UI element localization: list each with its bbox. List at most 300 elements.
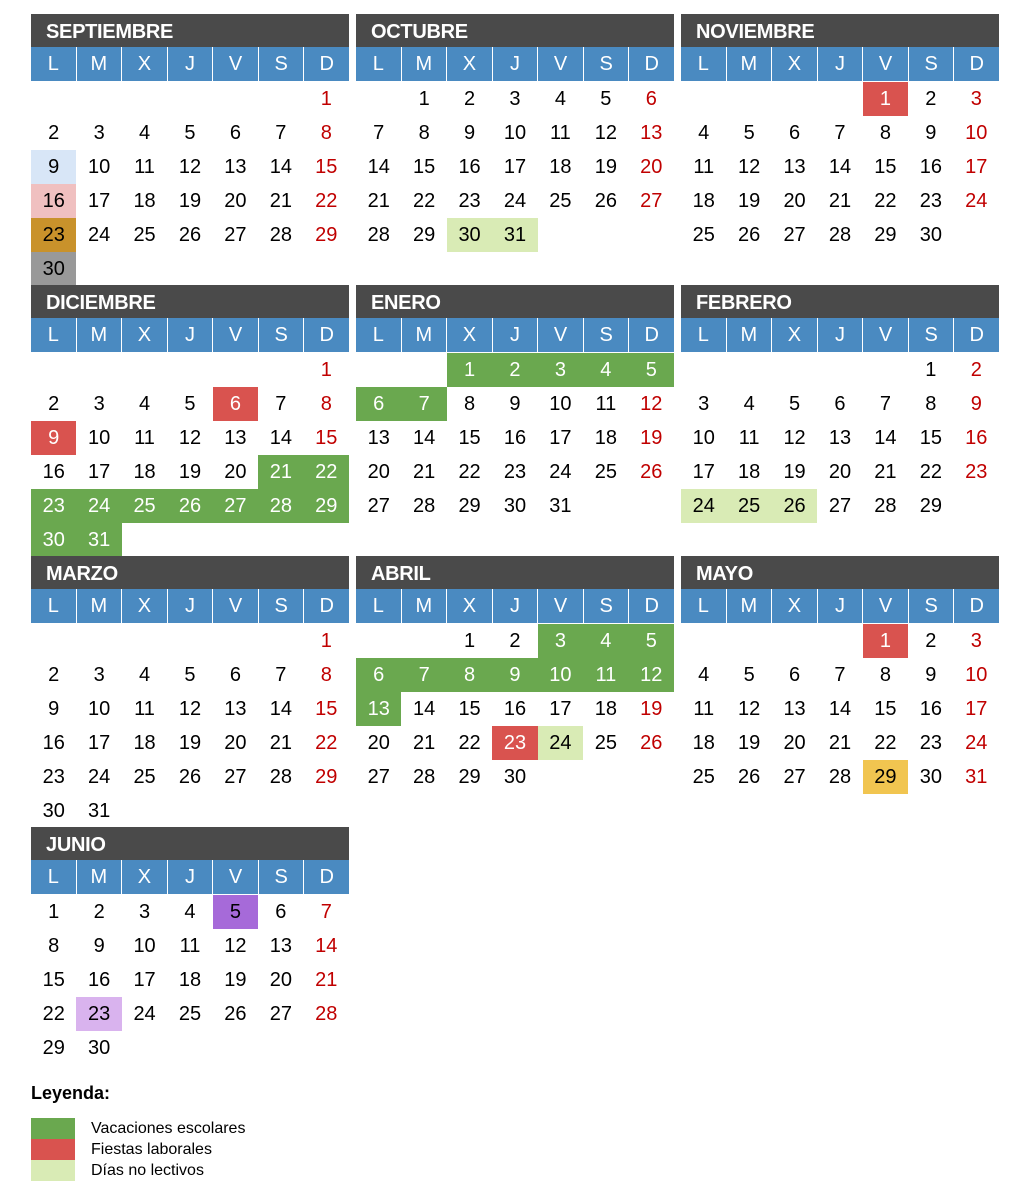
day-cell: 18: [692, 190, 715, 212]
legend: [31, 1081, 245, 1181]
day-cell: 30: [447, 218, 492, 252]
legend-label-no-lectivos: Días no lectivos: [91, 1162, 204, 1179]
day-cell: 6: [229, 122, 241, 144]
day-cell: 6: [789, 664, 801, 686]
day-cell: 17: [965, 156, 988, 178]
month-octubre: [356, 14, 674, 252]
day-cell: 9: [48, 698, 60, 720]
weekday-label: J: [168, 860, 213, 894]
day-cell: 11: [179, 935, 201, 957]
day-cell: 12: [640, 393, 663, 415]
day-cell: 23: [458, 190, 481, 212]
day-cell: 19: [178, 190, 202, 212]
weekday-label: L: [356, 318, 401, 352]
day-cell: 30: [88, 1037, 111, 1059]
weekday-label: X: [772, 589, 817, 623]
day-cell: 29: [413, 224, 436, 246]
day-cell: 23: [919, 190, 942, 212]
day-cell: 27: [269, 1003, 292, 1025]
day-cell: 21: [367, 190, 390, 212]
day-cell: 16: [42, 461, 65, 483]
day-cell: 14: [269, 698, 292, 720]
weekday-label: L: [356, 47, 401, 81]
day-cell: 4: [698, 122, 710, 144]
day-cell: 14: [315, 935, 338, 957]
day-cell: 17: [88, 732, 111, 754]
day-cell: 12: [629, 658, 674, 692]
day-cell: 22: [42, 1003, 65, 1025]
day-cell: 20: [783, 732, 806, 754]
day-cell: 3: [509, 88, 521, 110]
day-cell: 9: [31, 150, 76, 184]
weekday-label: V: [863, 318, 908, 352]
day-cell: 1: [863, 624, 908, 658]
legend-items: [31, 1118, 245, 1181]
weekday-label: X: [122, 589, 167, 623]
weekday-label: J: [818, 47, 863, 81]
day-cell: 3: [93, 122, 105, 144]
weekday-label: X: [772, 47, 817, 81]
weekday-label: V: [538, 47, 583, 81]
day-cell: 28: [828, 224, 852, 246]
day-cell: 20: [828, 461, 852, 483]
day-cell: 19: [783, 461, 806, 483]
day-cell: 1: [48, 901, 60, 923]
legend-title: Leyenda:: [31, 1083, 111, 1103]
day-cell: 13: [783, 156, 806, 178]
day-cell: 26: [640, 461, 663, 483]
day-cell: 17: [965, 698, 988, 720]
days-grid: [356, 624, 674, 794]
day-cell: 23: [965, 461, 988, 483]
month-marzo: [31, 556, 349, 828]
weekday-label: L: [681, 318, 726, 352]
day-cell: 10: [965, 122, 988, 144]
weekday-label: S: [584, 318, 629, 352]
day-cell: 24: [76, 489, 121, 523]
day-cell: 2: [970, 359, 982, 381]
weekday-label: J: [168, 47, 213, 81]
weekday-label: M: [77, 860, 122, 894]
day-cell: 3: [538, 624, 583, 658]
day-cell: 21: [258, 455, 303, 489]
day-cell: 17: [549, 698, 572, 720]
day-cell: 29: [919, 495, 942, 517]
day-cell: 2: [925, 630, 937, 652]
day-cell: 8: [447, 658, 492, 692]
weekday-label: V: [538, 318, 583, 352]
day-cell: 2: [48, 664, 60, 686]
weekday-label: V: [213, 589, 258, 623]
day-cell: 30: [503, 495, 527, 517]
day-cell: 26: [178, 224, 202, 246]
day-cell: 13: [783, 698, 806, 720]
day-cell: 4: [184, 901, 196, 923]
day-cell: 15: [874, 156, 897, 178]
legend-swatch-vacaciones: [31, 1118, 75, 1139]
days-grid: [681, 624, 999, 794]
day-cell: 9: [31, 421, 76, 455]
day-cell: 11: [583, 658, 628, 692]
day-cell: 26: [738, 224, 761, 246]
day-cell: 27: [640, 190, 663, 212]
weekday-label: L: [31, 318, 76, 352]
day-cell: 28: [269, 766, 292, 788]
day-cell: 21: [315, 969, 338, 991]
day-cell: 4: [139, 122, 151, 144]
day-cell: 7: [320, 901, 332, 923]
day-cell: 10: [692, 427, 715, 449]
day-cell: 28: [315, 1003, 338, 1025]
month-title: JUNIO: [31, 827, 349, 860]
weekday-label: V: [538, 589, 583, 623]
day-cell: 22: [874, 190, 897, 212]
weekday-label: X: [447, 589, 492, 623]
day-cell: 20: [224, 461, 247, 483]
day-cell: 20: [367, 732, 390, 754]
days-grid: [681, 353, 999, 523]
weekday-label: V: [863, 589, 908, 623]
day-cell: 17: [503, 156, 527, 178]
day-cell: 24: [549, 461, 572, 483]
day-cell: 18: [178, 969, 202, 991]
weekday-label: L: [356, 589, 401, 623]
days-grid: [31, 82, 349, 286]
day-cell: 24: [965, 190, 988, 212]
day-cell: 15: [42, 969, 65, 991]
day-cell: 2: [464, 88, 476, 110]
weekday-label: J: [493, 318, 538, 352]
day-cell: 19: [640, 698, 663, 720]
day-cell: 27: [224, 766, 247, 788]
day-cell: 12: [594, 122, 617, 144]
day-cell: 19: [178, 732, 202, 754]
day-cell: 15: [458, 698, 481, 720]
month-title: NOVIEMBRE: [681, 14, 999, 47]
day-cell: 14: [828, 698, 852, 720]
month-title: ENERO: [356, 285, 674, 318]
weekday-label: M: [402, 318, 447, 352]
days-grid: [681, 82, 999, 252]
day-cell: 13: [356, 692, 401, 726]
day-cell: 10: [965, 664, 988, 686]
weekday-label: D: [629, 318, 674, 352]
day-cell: 21: [413, 461, 436, 483]
day-cell: 9: [970, 393, 982, 415]
legend-item-vacaciones: [31, 1118, 245, 1139]
day-cell: 13: [269, 935, 292, 957]
day-cell: 16: [31, 184, 76, 218]
day-cell: 26: [224, 1003, 247, 1025]
day-cell: 20: [224, 190, 247, 212]
day-cell: 31: [549, 495, 572, 517]
days-grid: [356, 82, 674, 252]
day-cell: 19: [594, 156, 617, 178]
day-cell: 6: [834, 393, 846, 415]
day-cell: 22: [413, 190, 436, 212]
day-cell: 8: [879, 122, 891, 144]
day-cell: 20: [269, 969, 292, 991]
weekday-label: X: [772, 318, 817, 352]
weekday-header: [31, 589, 349, 623]
day-cell: 1: [418, 88, 430, 110]
day-cell: 20: [640, 156, 663, 178]
day-cell: 21: [413, 732, 436, 754]
day-cell: 2: [48, 122, 60, 144]
weekday-label: S: [909, 589, 954, 623]
weekday-header: [356, 589, 674, 623]
day-cell: 14: [269, 156, 292, 178]
day-cell: 13: [367, 427, 390, 449]
weekday-header: [31, 47, 349, 81]
weekday-label: L: [31, 589, 76, 623]
weekday-label: J: [168, 589, 213, 623]
weekday-label: J: [493, 589, 538, 623]
weekday-label: L: [31, 47, 76, 81]
day-cell: 14: [413, 698, 436, 720]
day-cell: 14: [367, 156, 390, 178]
month-title: MAYO: [681, 556, 999, 589]
day-cell: 18: [133, 732, 156, 754]
day-cell: 22: [315, 732, 338, 754]
day-cell: 15: [315, 427, 338, 449]
day-cell: 25: [549, 190, 572, 212]
weekday-label: D: [629, 47, 674, 81]
day-cell: 15: [413, 156, 436, 178]
weekday-label: M: [727, 47, 772, 81]
day-cell: 13: [224, 427, 247, 449]
day-cell: 7: [275, 122, 287, 144]
day-cell: 4: [139, 393, 151, 415]
day-cell: 2: [492, 353, 537, 387]
weekday-label: L: [31, 860, 76, 894]
day-cell: 7: [879, 393, 891, 415]
day-cell: 15: [315, 156, 338, 178]
day-cell: 9: [464, 122, 476, 144]
day-cell: 14: [874, 427, 897, 449]
days-grid: [31, 353, 349, 557]
day-cell: 18: [133, 190, 156, 212]
day-cell: 18: [133, 461, 156, 483]
day-cell: 10: [88, 698, 111, 720]
day-cell: 5: [184, 122, 196, 144]
day-cell: 6: [645, 88, 657, 110]
weekday-label: V: [213, 860, 258, 894]
weekday-label: M: [77, 47, 122, 81]
month-septiembre: [31, 14, 349, 286]
days-grid: [31, 624, 349, 828]
day-cell: 24: [965, 732, 988, 754]
month-junio: [31, 827, 349, 1065]
day-cell: 14: [828, 156, 852, 178]
day-cell: 27: [224, 224, 247, 246]
weekday-label: D: [954, 589, 999, 623]
day-cell: 19: [640, 427, 663, 449]
day-cell: 26: [640, 732, 663, 754]
day-cell: 4: [743, 393, 755, 415]
weekday-label: M: [77, 318, 122, 352]
day-cell: 19: [178, 461, 202, 483]
day-cell: 30: [919, 766, 942, 788]
day-cell: 27: [783, 224, 806, 246]
day-cell: 2: [48, 393, 60, 415]
day-cell: 31: [965, 766, 988, 788]
day-cell: 16: [965, 427, 988, 449]
day-cell: 9: [492, 658, 537, 692]
day-cell: 22: [458, 461, 481, 483]
month-title: SEPTIEMBRE: [31, 14, 349, 47]
day-cell: 16: [503, 698, 527, 720]
day-cell: 31: [76, 523, 121, 557]
day-cell: 30: [31, 252, 76, 286]
day-cell: 14: [269, 427, 292, 449]
day-cell: 17: [88, 461, 111, 483]
day-cell: 28: [258, 489, 303, 523]
day-cell: 26: [738, 766, 761, 788]
day-cell: 23: [31, 489, 76, 523]
weekday-label: D: [304, 47, 349, 81]
days-grid: [356, 353, 674, 523]
day-cell: 8: [464, 393, 476, 415]
weekday-header: [681, 589, 999, 623]
day-cell: 16: [458, 156, 481, 178]
day-cell: 3: [139, 901, 151, 923]
day-cell: 17: [133, 969, 156, 991]
day-cell: 13: [224, 698, 247, 720]
month-title: MARZO: [31, 556, 349, 589]
day-cell: 5: [743, 664, 755, 686]
weekday-label: X: [122, 318, 167, 352]
legend-item-fiestas: [31, 1139, 245, 1160]
day-cell: 9: [925, 122, 937, 144]
day-cell: 30: [919, 224, 942, 246]
day-cell: 10: [549, 393, 572, 415]
day-cell: 11: [693, 156, 715, 178]
day-cell: 11: [738, 427, 760, 449]
day-cell: 18: [692, 732, 715, 754]
day-cell: 19: [224, 969, 247, 991]
day-cell: 8: [418, 122, 430, 144]
day-cell: 14: [413, 427, 436, 449]
day-cell: 4: [554, 88, 566, 110]
day-cell: 18: [594, 698, 617, 720]
day-cell: 28: [269, 224, 292, 246]
day-cell: 29: [304, 489, 349, 523]
day-cell: 25: [692, 766, 715, 788]
weekday-label: L: [681, 589, 726, 623]
day-cell: 30: [42, 800, 65, 822]
day-cell: 25: [133, 224, 156, 246]
day-cell: 20: [367, 461, 390, 483]
day-cell: 31: [492, 218, 537, 252]
day-cell: 8: [320, 664, 332, 686]
legend-label-fiestas: Fiestas laborales: [91, 1141, 212, 1158]
weekday-label: J: [493, 47, 538, 81]
day-cell: 7: [834, 122, 846, 144]
legend-swatch-no-lectivos: [31, 1160, 75, 1181]
day-cell: 24: [681, 489, 726, 523]
day-cell: 10: [88, 427, 111, 449]
weekday-label: V: [863, 47, 908, 81]
day-cell: 22: [919, 461, 942, 483]
day-cell: 11: [693, 698, 715, 720]
day-cell: 29: [42, 1037, 65, 1059]
day-cell: 7: [401, 387, 446, 421]
day-cell: 8: [879, 664, 891, 686]
day-cell: 4: [698, 664, 710, 686]
day-cell: 24: [133, 1003, 156, 1025]
day-cell: 29: [315, 224, 338, 246]
month-mayo: [681, 556, 999, 794]
day-cell: 24: [503, 190, 527, 212]
weekday-label: S: [259, 47, 304, 81]
day-cell: 6: [275, 901, 287, 923]
weekday-label: S: [909, 318, 954, 352]
day-cell: 5: [184, 664, 196, 686]
day-cell: 9: [509, 393, 521, 415]
day-cell: 13: [640, 122, 663, 144]
day-cell: 4: [583, 353, 628, 387]
day-cell: 5: [213, 895, 258, 929]
weekday-header: [31, 318, 349, 352]
weekday-label: D: [304, 318, 349, 352]
day-cell: 18: [549, 156, 572, 178]
days-grid: [31, 895, 349, 1065]
day-cell: 9: [925, 664, 937, 686]
day-cell: 24: [88, 224, 111, 246]
day-cell: 26: [167, 489, 212, 523]
day-cell: 23: [492, 726, 537, 760]
day-cell: 8: [925, 393, 937, 415]
day-cell: 23: [503, 461, 527, 483]
weekday-label: D: [954, 318, 999, 352]
weekday-label: J: [818, 318, 863, 352]
day-cell: 20: [224, 732, 247, 754]
day-cell: 10: [503, 122, 527, 144]
weekday-label: X: [122, 47, 167, 81]
day-cell: 15: [874, 698, 897, 720]
day-cell: 3: [93, 664, 105, 686]
day-cell: 27: [367, 495, 390, 517]
weekday-label: V: [213, 47, 258, 81]
day-cell: 5: [600, 88, 612, 110]
day-cell: 10: [538, 658, 583, 692]
day-cell: 12: [178, 156, 202, 178]
day-cell: 3: [538, 353, 583, 387]
weekday-label: M: [402, 47, 447, 81]
month-febrero: [681, 285, 999, 523]
day-cell: 5: [629, 624, 674, 658]
weekday-label: X: [447, 318, 492, 352]
day-cell: 30: [503, 766, 527, 788]
day-cell: 1: [447, 353, 492, 387]
month-abril: [356, 556, 674, 794]
day-cell: 16: [503, 427, 527, 449]
day-cell: 6: [356, 387, 401, 421]
month-diciembre: [31, 285, 349, 557]
day-cell: 2: [93, 901, 105, 923]
day-cell: 3: [698, 393, 710, 415]
day-cell: 15: [458, 427, 481, 449]
day-cell: 13: [224, 156, 247, 178]
weekday-label: X: [122, 860, 167, 894]
day-cell: 25: [178, 1003, 202, 1025]
day-cell: 21: [269, 190, 292, 212]
weekday-label: S: [259, 589, 304, 623]
weekday-label: D: [304, 860, 349, 894]
day-cell: 25: [726, 489, 771, 523]
day-cell: 1: [925, 359, 937, 381]
